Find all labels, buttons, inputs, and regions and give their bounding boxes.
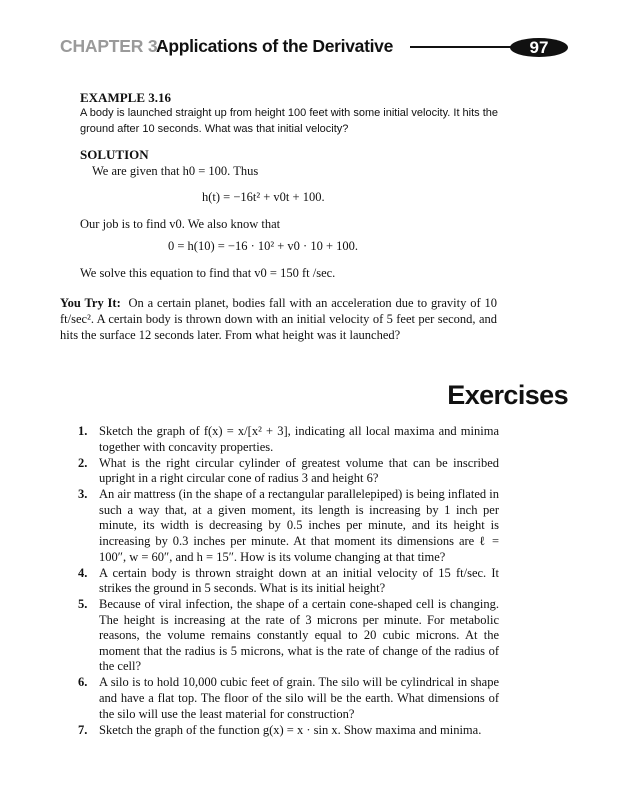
example-heading: EXAMPLE 3.16 xyxy=(80,90,171,105)
exercise-item: 1. Sketch the graph of f(x) = x/[x² + 3], indicating all local maxima and minima together with concavity properties. xyxy=(78,424,499,454)
solution-line-2: Our job is to find v0. We also know that xyxy=(80,217,281,231)
header-rule xyxy=(410,46,520,48)
solution-line-3: We solve this equation to find that v0 = 150 ft /sec. xyxy=(80,266,336,280)
exercise-item: 5. Because of viral infection, the shape of a certain cone-shaped cell is changing. The height is increasing at the rate of 3 microns per minute. For metabolic reasons, the volume remains constantly equal to 20 cubic microns. At the moment that the radius is 5 microns, what is the rate of change of the radius of the cell? xyxy=(78,597,499,674)
exercise-list xyxy=(72,424,499,739)
exercise-item: 4. A certain body is thrown straight down at an initial velocity of 15 ft/sec. It strikes the ground in 5 seconds. What is its initial height? xyxy=(78,565,499,596)
you-try-it-text: On a certain planet, bodies fall with an acceleration due to gravity of 10 ft/sec². A certain body is thrown down with an initial velocity of 5 feet per second, and hits the surface 12 seconds later. From what height was it launched? xyxy=(60,296,497,342)
exercise-item: 7. Sketch the graph of the function g(x) = x · sin x. Show maxima and minima. xyxy=(78,722,482,737)
exercise-item: 6. A silo is to hold 10,000 cubic feet of grain. The silo will be cylindrical in shape and have a flat top. The floor of the silo will be the earth. What dimensions of the silo will use the least material for construction? xyxy=(78,675,499,721)
solution-heading: SOLUTION xyxy=(80,147,149,162)
chapter-title: Applications of the Derivative xyxy=(156,36,394,56)
solution-line-1: We are given that h0 = 100. Thus xyxy=(92,164,259,178)
chapter-header xyxy=(60,34,570,60)
equation-1: h(t) = −16t² + v0t + 100. xyxy=(202,190,325,204)
exercise-item: 3. An air mattress (in the shape of a rectangular parallelepiped) is being inflated in such a way that, at a given moment, its length is increasing by 1 inch per minute, its width is decreasing by 0.5 inches per minute, and its height is increasing by 0.3 inches per minute. At that moment its dimensions are ℓ = 100″, w = 60″, and h = 15″. How is its volume changing at that time? xyxy=(78,487,499,564)
exercises-title: Exercises xyxy=(447,380,568,410)
page-number: 97 xyxy=(510,38,568,57)
exercise-item: 2. What is the right circular cylinder of greatest volume that can be inscribed upright in a right circular cone of radius 3 and height 6? xyxy=(78,455,499,486)
equation-2: 0 = h(10) = −16 · 10² + v0 · 10 + 100. xyxy=(168,239,359,253)
you-try-it-label: You Try It xyxy=(60,296,117,310)
example-problem: A body is launched straight up from height 100 feet with some initial velocity. It hits the ground after 10 seconds. What was that initial velocity? xyxy=(80,107,499,135)
chapter-label: CHAPTER 3 xyxy=(60,36,158,56)
you-try-it: You Try It: On a certain planet, bodies fall with an acceleration due to gravity of 10 ft/sec². A certain body is thrown down with an initial velocity of 5 feet per second, and hits the surface 12 seconds later. From what height was it launched? xyxy=(60,296,497,342)
